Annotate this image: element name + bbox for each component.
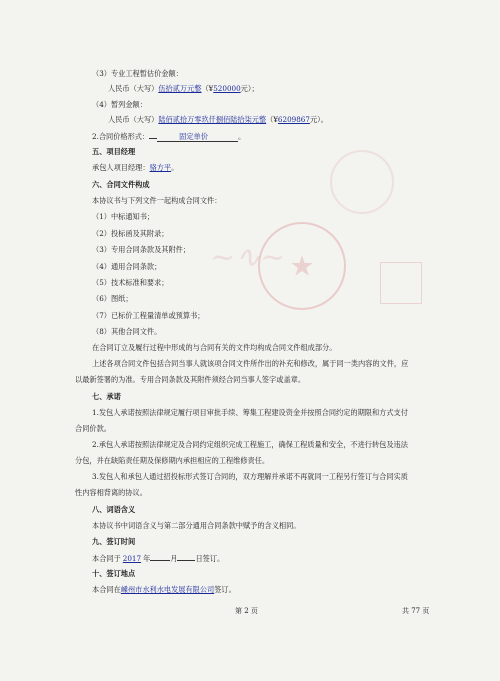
seal-stamp: ★ <box>258 222 346 310</box>
price-form-value: 固定单价 <box>157 132 238 142</box>
list-item: （8）其他合同文件。 <box>92 327 162 336</box>
amount-words: 伍拾贰万元整 <box>158 84 202 93</box>
paragraph: 合同价款。 <box>75 424 111 433</box>
list-item: （4）通用合同条款； <box>92 262 162 271</box>
section-heading: 五、项目经理 <box>92 147 136 156</box>
contract-price-form: 2.合同价格形式： 固定单价 。 <box>92 132 246 141</box>
paragraph: 本协议书与下列文件一起构成合同文件： <box>92 196 222 205</box>
page-number: 第 2 页 <box>235 607 258 615</box>
total-pages: 共 77 页 <box>402 607 430 615</box>
paragraph: 以最新签署的为准。专用合同条款及其附件须经合同当事人签字或盖章。 <box>75 375 306 384</box>
month-blank <box>150 553 170 561</box>
clause-line: （3）专业工程暂估价金额： <box>92 69 183 78</box>
project-manager-name: 骆方平 <box>149 163 172 172</box>
paragraph: 1.发包人承诺按照法律规定履行项目审批手续、筹集工程建设资金并按照合同约定的期限和方式支付 <box>92 408 408 417</box>
paragraph: 上述各项合同文件包括合同当事人就该项合同文件所作出的补充和修改，属于同一类内容的文件，应 <box>92 359 409 368</box>
paragraph: 2.承包人承诺按照法律规定及合同约定组织完成工程施工，确保工程质量和安全，不进行转包及违法 <box>92 440 408 449</box>
signature-box <box>380 262 422 304</box>
section-heading: 八、词语含义 <box>92 505 136 514</box>
section-heading: 七、承诺 <box>92 392 121 401</box>
amount-line: 人民币（大写）陆佰贰拾万零玖仟捌佰陆拾柒元整（¥6209867元）。 <box>108 115 328 124</box>
paragraph: 在合同订立及履行过程中形成的与合同有关的文件均构成合同文件组成部分。 <box>92 343 337 352</box>
signing-place-name: 嵊州市水利水电发展有限公司 <box>120 585 215 594</box>
amount-words: 陆佰贰拾万零玖仟捌佰陆拾柒元整 <box>158 115 267 124</box>
signing-place: 本合同在嵊州市水利水电发展有限公司签订。 <box>92 585 236 594</box>
amount-number: 520000 <box>213 84 241 93</box>
paragraph: 本协议书中词语含义与第二部分通用合同条款中赋予的含义相同。 <box>92 521 301 530</box>
list-item: （2）投标函及其附录； <box>92 229 169 238</box>
project-manager: 承包人项目经理：骆方平。 <box>92 163 179 172</box>
list-item: （1）中标通知书； <box>92 212 155 221</box>
amount-number: 6209867 <box>277 115 310 124</box>
day-blank <box>177 553 195 561</box>
paragraph: 3.发包人和承包人通过招投标形式签订合同的，双方理解并承诺不再就同一工程另行签订与合同实质 <box>92 472 408 481</box>
section-heading: 六、合同文件构成 <box>92 180 150 189</box>
seal-stamp-faint <box>330 150 394 214</box>
list-item: （7）已标价工程量清单或预算书； <box>92 311 205 320</box>
signature-watermark: ~∿~ <box>210 240 286 275</box>
signing-year: 2017 <box>122 554 142 563</box>
paragraph: 性内容相背离的协议。 <box>75 488 147 497</box>
clause-line: （4）暂列金额： <box>92 100 147 109</box>
signing-date: 本合同于 2017 年 月 日签订。 <box>92 554 225 563</box>
list-item: （5）技术标准和要求； <box>92 278 169 287</box>
amount-line: 人民币（大写）伍拾贰万元整（¥520000元）； <box>108 84 259 93</box>
section-heading: 十、签订地点 <box>92 569 136 578</box>
list-item: （6）图纸； <box>92 294 133 303</box>
list-item: （3）专用合同条款及其附件； <box>92 245 191 254</box>
paragraph: 分包，并在缺陷责任期及保修期内承担相应的工程维修责任。 <box>75 456 270 465</box>
section-heading: 九、签订时间 <box>92 537 136 546</box>
